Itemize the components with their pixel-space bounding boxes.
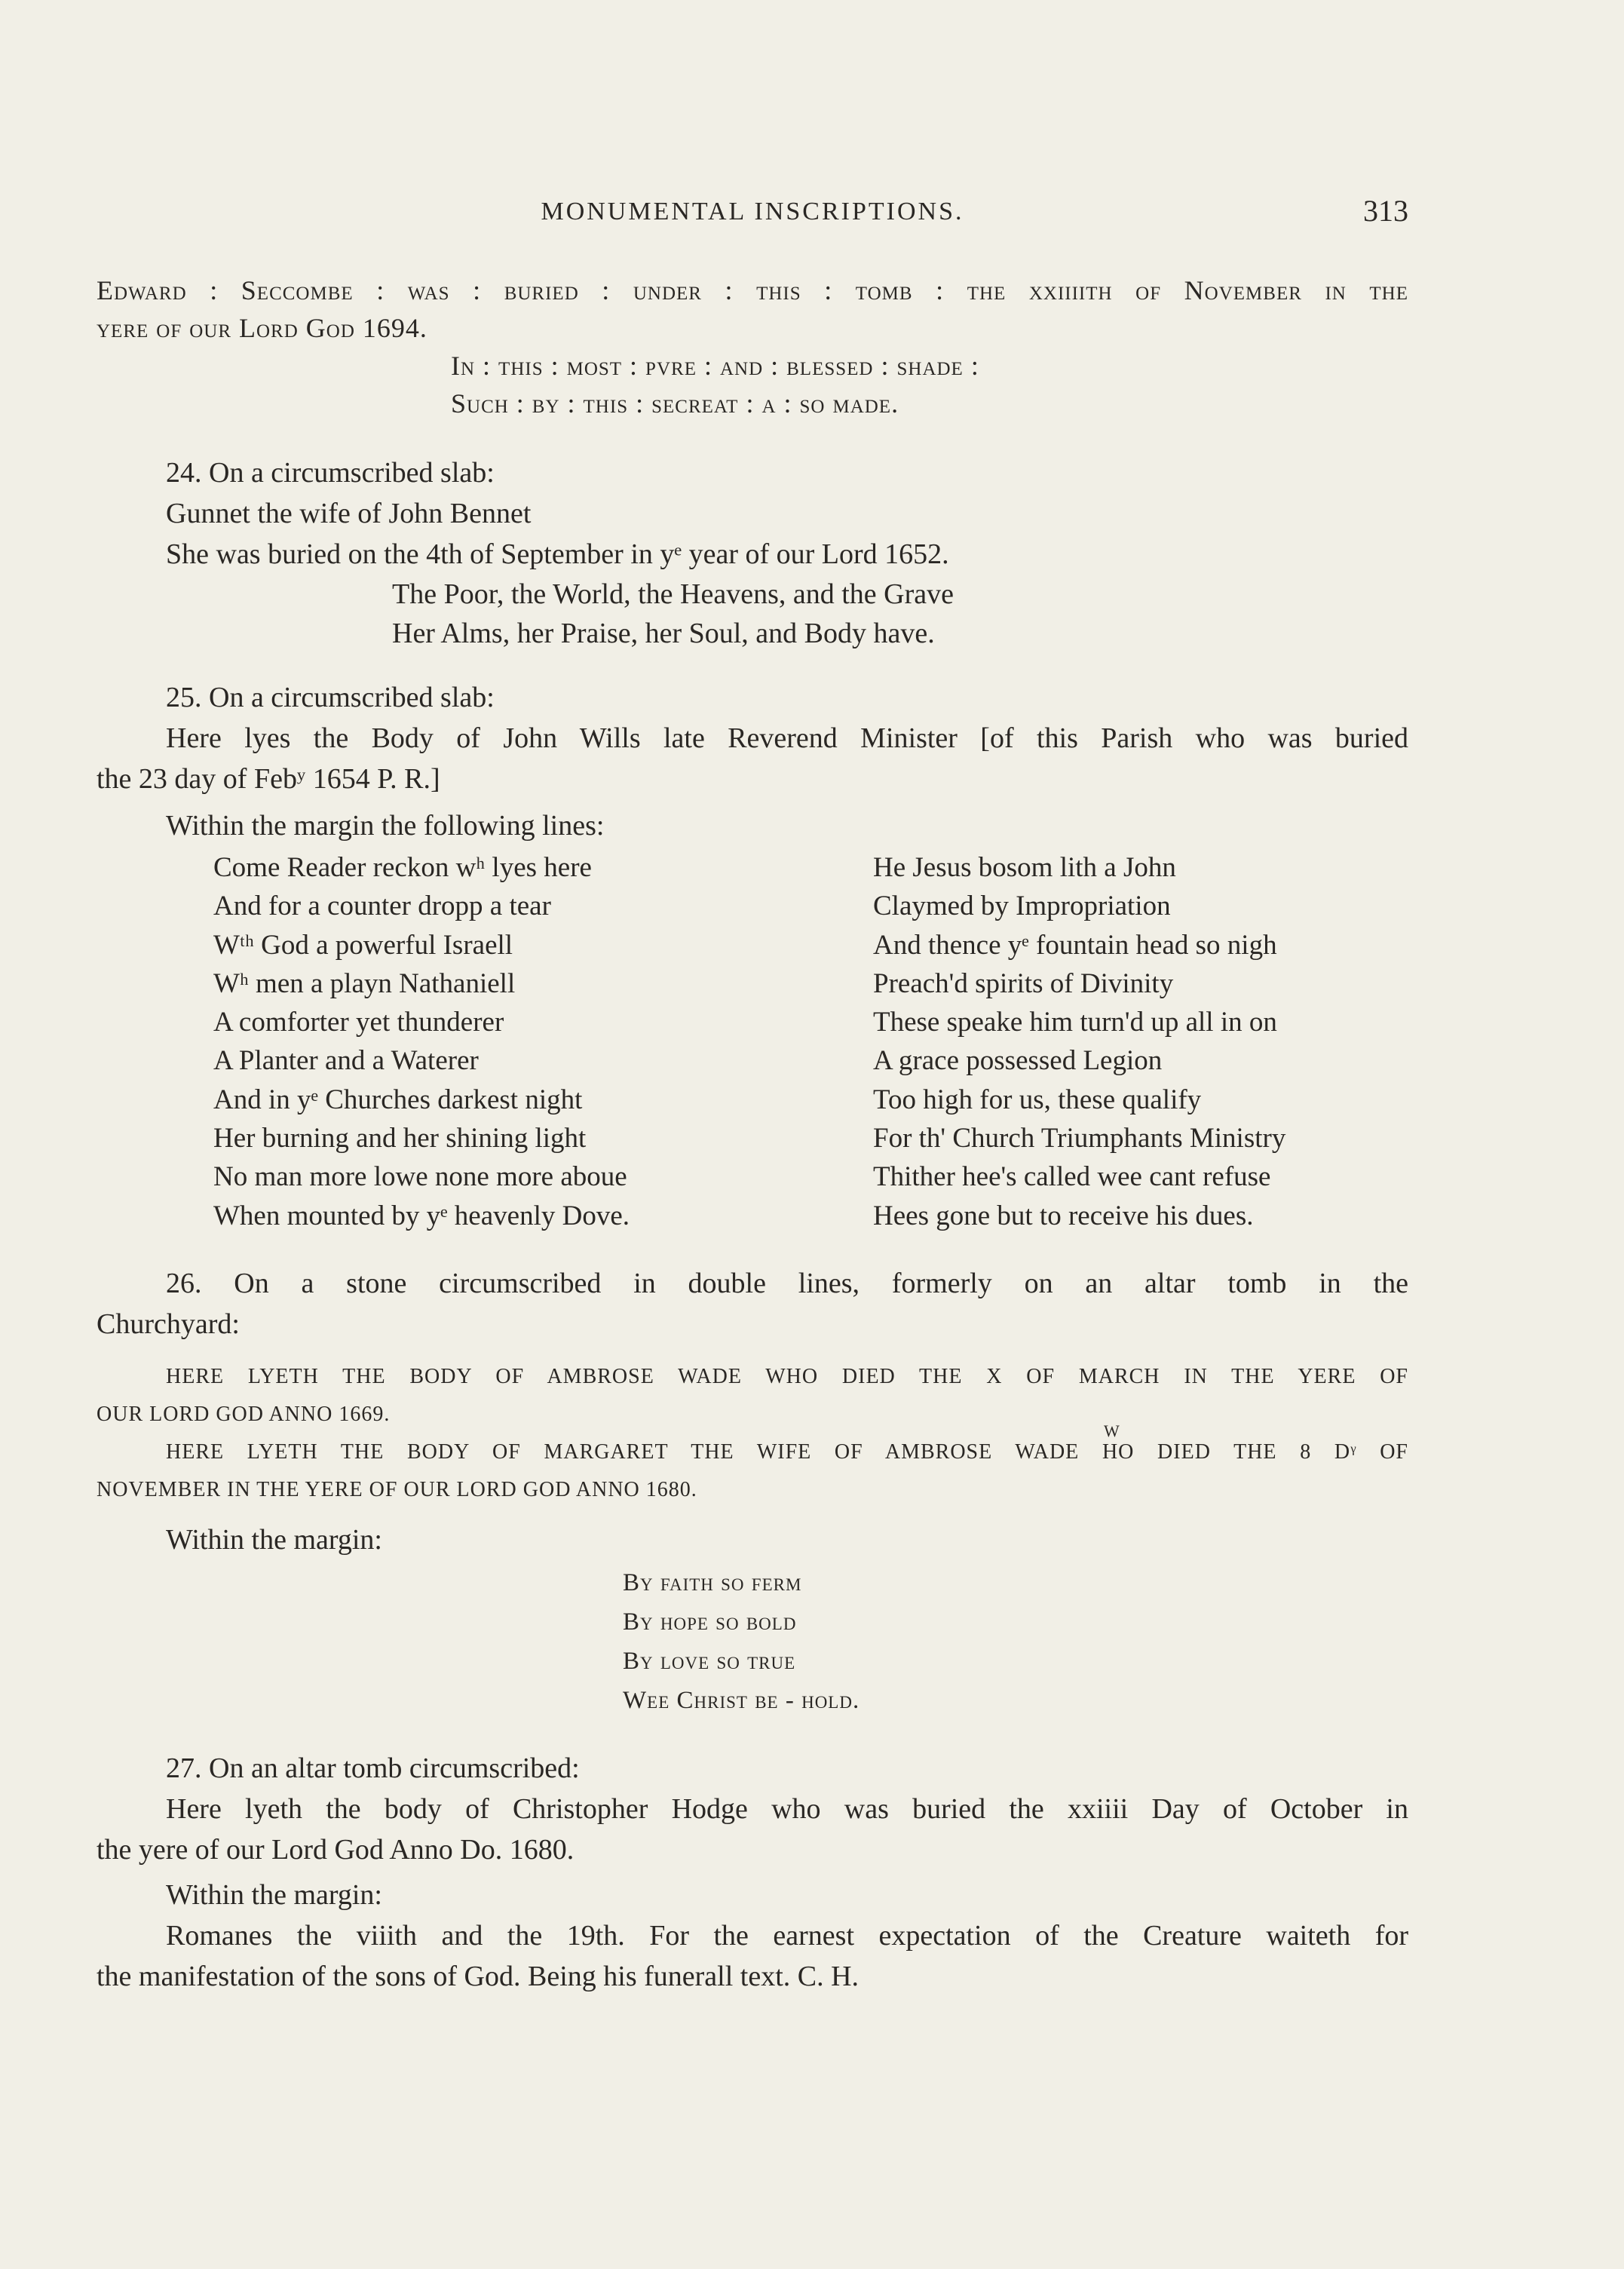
entry-25-verse-right bbox=[873, 848, 1285, 1235]
verse-line: Thither hee's called wee cant refuse bbox=[873, 1161, 1271, 1193]
wade-inscription-2-line-1: HERE LYETH THE BODY OF MARGARET THE WIFE OF AMBROSE WADE HO DIED THE 8 Dᵞ OF bbox=[166, 1440, 1408, 1464]
entry-27-margin-intro: Within the margin: bbox=[166, 1879, 382, 1911]
wade-inscription-2-line-2: NOVEMBER IN THE YERE OF OUR LORD GOD ANNO 1680. bbox=[97, 1478, 697, 1501]
verse-line: Her burning and her shining light bbox=[213, 1123, 587, 1154]
verse-line: By faith so ferm bbox=[623, 1569, 802, 1596]
verse-line: Preach'd spirits of Divinity bbox=[873, 967, 1174, 999]
entry-27-text-line-2: the manifestation of the sons of God. Being his funerall text. C. H. bbox=[97, 1961, 859, 1992]
entry-27-line-1: Here lyeth the body of Christopher Hodge who was buried the xxiiii Day of October in bbox=[166, 1793, 1408, 1825]
verse-line: Wee Christ be - hold. bbox=[623, 1687, 860, 1714]
verse-line: Wᵗʰ God a powerful Israell bbox=[213, 929, 513, 961]
entry-24-verse-2: Her Alms, her Praise, her Soul, and Body have. bbox=[392, 618, 935, 649]
running-title: MONUMENTAL INSCRIPTIONS. bbox=[541, 198, 964, 225]
entry-24-verse-1: The Poor, the World, the Heavens, and the Grave bbox=[392, 578, 954, 610]
entry-24-line-2: She was buried on the 4th of September in yᵉ year of our Lord 1652. bbox=[166, 538, 949, 570]
verse-line: A grace possessed Legion bbox=[873, 1045, 1163, 1077]
verse-line: And thence yᵉ fountain head so nigh bbox=[873, 929, 1277, 961]
verse-line: For th' Church Triumphants Ministry bbox=[873, 1123, 1286, 1154]
seccombe-verse-1: In : this : most : pvre : and : blessed : shade : bbox=[451, 351, 979, 381]
verse-line: He Jesus bosom lith a John bbox=[873, 852, 1176, 883]
wade-inscription-1-text: OUR LORD GOD ANNO 1669. bbox=[97, 1403, 391, 1426]
verse-line: Too high for us, these qualify bbox=[873, 1084, 1202, 1115]
verse-line: Wʰ men a playn Nathaniell bbox=[213, 967, 516, 999]
entry-25-verse-left bbox=[213, 848, 630, 1235]
entry-26-margin-verse bbox=[623, 1563, 859, 1720]
seccombe-line-1: Edward : Seccombe : was : buried : under : this : tomb : the xxiiiith of November in the bbox=[97, 275, 1408, 305]
superscript-w: W bbox=[1104, 1421, 1120, 1440]
entry-24 bbox=[97, 452, 1408, 653]
verse-line: Hees gone but to receive his dues. bbox=[873, 1200, 1254, 1231]
entry-25-margin-intro: Within the margin the following lines: bbox=[166, 810, 605, 842]
verse-line: Claymed by Impropriation bbox=[873, 891, 1171, 922]
verse-line: Come Reader reckon wʰ lyes here bbox=[213, 852, 592, 883]
entry-27-heading: 27. On an altar tomb circumscribed: bbox=[166, 1752, 580, 1784]
entry-24-heading: 24. On a circumscribed slab: bbox=[166, 457, 495, 489]
verse-line: These speake him turn'd up all in on bbox=[873, 1007, 1277, 1038]
entry-25-line-1: Here lyes the Body of John Wills late Reverend Minister [of this Parish who was buried bbox=[166, 722, 1408, 754]
seccombe-inscription bbox=[97, 271, 1408, 422]
entry-25-heading: 25. On a circumscribed slab: bbox=[166, 682, 495, 713]
page-header bbox=[97, 194, 1408, 235]
seccombe-verse-2: Such : by : this : secreat : a : so made. bbox=[451, 388, 899, 419]
entry-24-line-1: Gunnet the wife of John Bennet bbox=[166, 498, 532, 529]
wade-inscription-1-line-1: HERE LYETH THE BODY OF AMBROSE WADE WHO DIED THE X OF MARCH IN THE YERE OF bbox=[166, 1365, 1408, 1388]
verse-line: By hope so bold bbox=[623, 1608, 797, 1636]
entry-26-margin-intro: Within the margin: bbox=[166, 1524, 382, 1556]
wade-inscription-1-line-2 bbox=[97, 1396, 1408, 1440]
entry-27 bbox=[97, 1748, 1408, 1997]
entry-26-heading-line-1: 26. On a stone circumscribed in double lines, formerly on an altar tomb in the bbox=[166, 1268, 1408, 1299]
entry-25-line-2: the 23 day of Febʸ 1654 P. R.] bbox=[97, 763, 440, 795]
entry-27-line-2: the yere of our Lord God Anno Do. 1680. bbox=[97, 1834, 575, 1866]
verse-line: By love so true bbox=[623, 1648, 796, 1675]
entry-26-heading-line-2: Churchyard: bbox=[97, 1308, 240, 1340]
page-number: 313 bbox=[1363, 194, 1408, 228]
verse-line: When mounted by yᵉ heavenly Dove. bbox=[213, 1200, 630, 1231]
seccombe-line-2: yere of our Lord God 1694. bbox=[97, 313, 427, 343]
verse-line: And for a counter dropp a tear bbox=[213, 891, 551, 922]
entry-25 bbox=[97, 677, 1408, 846]
verse-line: A Planter and a Waterer bbox=[213, 1045, 479, 1077]
entry-27-text-line-1: Romanes the viiith and the 19th. For the earnest expectation of the Creature waiteth for bbox=[166, 1920, 1408, 1952]
verse-line: And in yᵉ Churches darkest night bbox=[213, 1084, 583, 1115]
verse-line: A comforter yet thunderer bbox=[213, 1007, 504, 1038]
entry-26 bbox=[97, 1263, 1408, 1560]
verse-line: No man more lowe none more aboue bbox=[213, 1161, 627, 1193]
